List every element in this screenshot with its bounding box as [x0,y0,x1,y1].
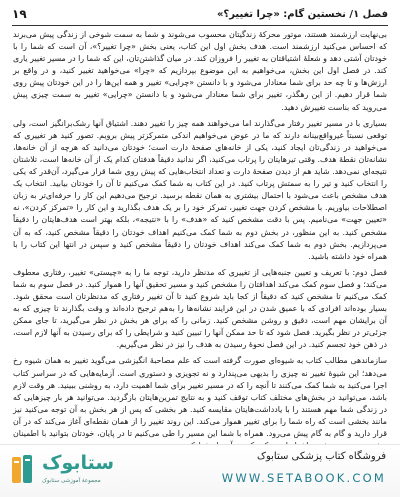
store-title: فروشگاه کتاب پزشکی ستابوک [257,451,386,462]
store-url-link[interactable]: WWW.SETABOOK.COM [221,471,386,485]
paragraph: فصل دوم: با تعریف و تعیین جنبه‌هایی از تغییری که مدنظر دارید، توجه ما را به «چیستی» تغییر، رفتاری معطوف می‌کند؛ و فصل سوم کمک می‌کند اهدافتان را مشخص کنید و مسیر تحقیق آنها را هموار کنید. در فصل سوم به شما کمک می‌کنیم تا مشخص کنید که دقیقاً از کجا باید شروع کنید تا آن تغییر رفتاری که مدنظرتان است محقق شود. بسیار بوده‌اند افرادی که با عمیق شدن در این فرایند نشانه‌ها را به‌هم ترجیح داده‌اند و وقت بگذارند تا چیزی که به آن برایشان مهم است، دقیق و روشن مشخص کنید. زمانی را که برای هر بخش در نظر می‌گیرید، تا جای ممکن جزئی‌تر در نظر بگیرید. فصل شود که تا حد ممکن آنها را تبیین کنید و شرایطی را که برای رسیدن به آنها لازم است، در ذهن خود تجسم کنید. در این فصل نحوهٔ رسیدن به هدف را نیز در نظر می‌گیریم. [13,267,387,350]
paragraph: بسیاری با در مسیر تغییر رفتار می‌گذارند اما می‌خواهند همه چیز را تغییر دهند. اشتیاق آنها رشک‌برانگیز است، ولی توقعی نسبتاً غیرواقع‌بینانه دارند که ما در عوض می‌خواهیم اندکی متمرکزتر پیش برویم. تصور کنید هر تغییری که می‌خواهید در زندگی‌تان ایجاد کنید، یکی از خانه‌های صفحهٔ دارت است؛ خودتان می‌دانید که هرچه از آن خانه‌ها، نشانه‌تان نقطهٔ هدف. وقتی تیرهایتان را پرتاب می‌کنید، اگر ندانید دقیقاً هدفتان کدام یک از آن خانه‌ها است، تلاشتان نتیجه‌ای نمی‌دهد. شاید هم از دیدن صفحهٔ دارت و تعداد انتخاب‌هایی که پیش روی شما قرار می‌گیرد، آن‌قدر که یکی را انتخاب کنید و تیر را به سمتش پرتاب کنید. در این کتاب به شما کمک می‌کنیم تا آن را خودتان بیابید. انتخاب یک هدف مشخص باعث می‌شود با احتمال بیشتری به همان نقطه برسید. ترجیح می‌دهیم این کار را حرفه‌ای‌تر به زبان اصطلاحات بیاوریم. با مشخص کردن جهت تغییر، تمرکز خود را بر یک هدف بگذارید و این کار را «تمرکز کردن»، نه «تعیین جهت» می‌نامیم. پس با دقت مشخص کنید که «هدف» را با «نتیجه»، بلکه بهتر است هدف‌هایتان را دقیقاً مشخص کنید. به این منظور، در بخش دوم به شما کمک می‌کنیم اهداف خودتان را دقیقاً مشخص کنید، که به آن می‌پردازیم. بخش دوم به شما کمک می‌کند اهداف خودتان را دقیقاً مشخص کنید و سپس در انتها این کتاب را با همراه خود داشته باشید. [13,118,387,261]
paragraph: سازماندهی مطالب کتاب به شیوه‌ای صورت گرفته است که علم مصاحبهٔ انگیزشی می‌گوید تغییر به همان شیوه رخ می‌دهد؛ این شیوهٔ تغییر نه چیزی را بدیهی می‌پندارد و نه تجویزی و دستوری است. آزمایه‌هایی که در سراسر کتاب اجرا می‌کنید به شما کمک می‌کنند تا آنچه را که در مسیر تغییر برای شما اهمیت دارد، به روشنی ببینید. هر وقت لازم باشد، می‌توانید در بخش‌های مختلف کتاب توقف کنید و به نتایج تمرین‌هایتان بازگردید. می‌توانید هر بار چیزهایی که در زندگی شما مهم هستند را با یادداشت‌هایتان مقایسه کنید. هر بخشی که پس از هر بخش به آن توجه می‌کنید نیز مانند بخشی است که راه شما را برای تغییر هموار می‌کند. این روند تغییر را از همان نقطه‌ای آغاز می‌کند که در آن قرار دارید و گام به گام پیش می‌رود. همراه با شما این مسیر را طی می‌کنیم تا در پایان، خودتان بتوانید با اطمینان [13,356,387,438]
logo-name: ستابوک [42,452,115,474]
paragraph: بی‌نهایت ارزشمند هستند، موتور محرکهٔ زندگیتان محسوب می‌شوند و شما به سمت شوخی از زندگی پیش می‌برند که احساس می‌کنید ارزشمند است. هدف بخش اول این کتاب، یعنی بخش «چرا تغییر؟»، آن است که شما را با خودتان آشتی دهد و شعلهٔ اشتیاقتان به تغییر را فروزان کند. در میان گذاشتن‌تان، این که شما را در مسیر تغییر یاری کند. در فصل اول این بخش، می‌خواهیم به این موضوع بپردازیم که «چرا» می‌خواهید تغییر کنید، و در واقع بر ارزش‌ها و تا چه حد برای شما معنادار می‌شود و با دانستن «چرایی» تغییر و همه این‌ها را در این خودتان پیش روی شما قرار دهیم. از این رهگذر، تغییر برای شما معنادار می‌شود و با دانستن «چرایی» تغییر به سمت چیزی پیش می‌روید که بناست تغییرش دهید. [13,30,387,112]
footer-banner [0,444,400,497]
page-number: ۱۹ [12,7,27,21]
header-divider [12,25,388,26]
logo-tagline: مجموعهٔ آموزشی ستابوک [42,478,101,484]
page-header [12,4,388,24]
chapter-heading: فصل ۱/ نخستین گام: «چرا تغییر؟» [216,8,388,20]
body-text [13,29,387,444]
setabook-logo[interactable] [10,450,115,492]
book-mark-icon [10,453,38,487]
